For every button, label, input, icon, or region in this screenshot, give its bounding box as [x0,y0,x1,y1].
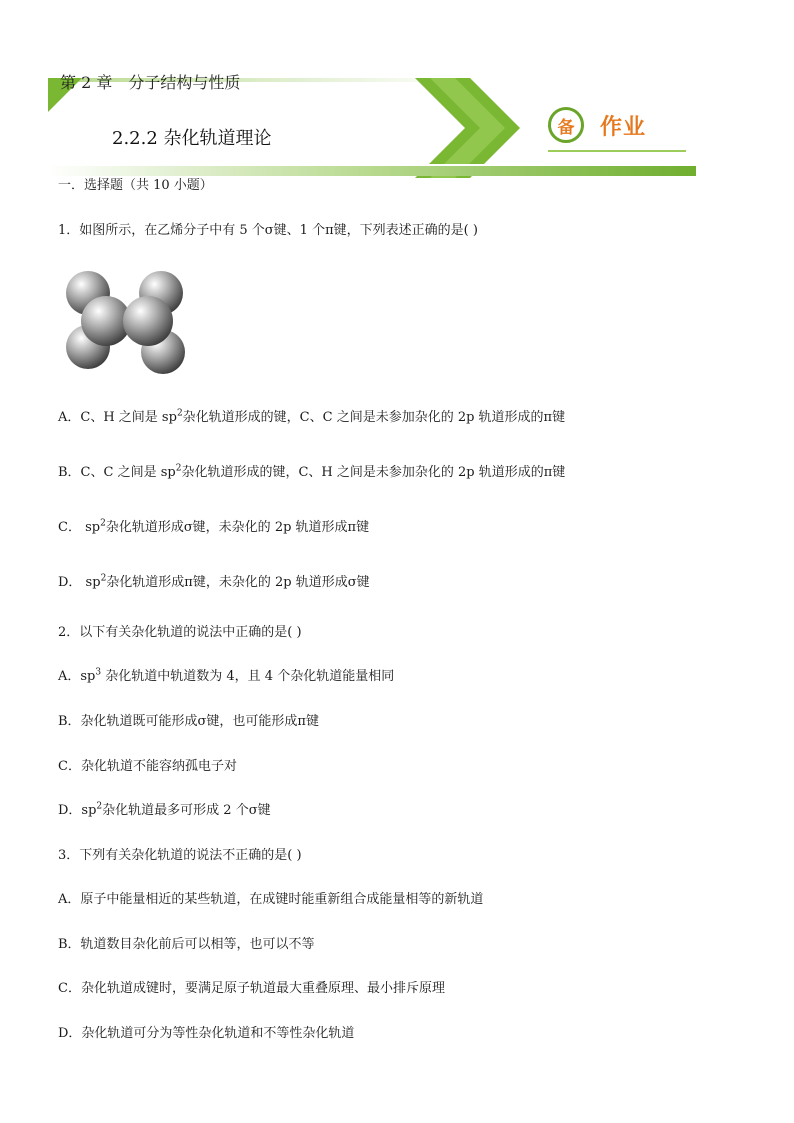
option-a [58,668,394,686]
option-text: C．杂化轨道成键时，要满足原子轨道最大重叠原理、最小排斥原理 [58,981,445,996]
option-text: B．杂化轨道既可能形成σ键，也可能形成π键 [58,714,319,729]
option-text: 杂化轨道最多可形成 2 个σ键 [102,803,271,818]
option-c [58,758,237,776]
option-text: A．原子中能量相近的某些轨道，在成键时能重新组合成能量相等的新轨道 [58,892,484,907]
option-text: C．杂化轨道不能容纳孤电子对 [58,759,237,774]
superscript: 2 [100,518,106,529]
option-b [58,936,315,954]
option-text: B．C、C 之间是 sp [58,465,176,480]
ethylene-molecule-image [58,262,193,377]
option-c [58,519,369,537]
option-text: 杂化轨道形成π键，未杂化的 2p 轨道形成σ键 [106,575,370,590]
badge-label: 作业 [600,115,647,140]
section-title: 2.2.2 杂化轨道理论 [112,128,272,149]
option-text: D．杂化轨道可分为等性杂化轨道和不等性杂化轨道 [58,1026,355,1041]
option-d [58,1025,354,1043]
question-stem: 2．以下有关杂化轨道的说法中正确的是( ) [58,625,302,640]
superscript: 2 [96,801,103,812]
chapter-title: 第 2 章 分子结构与性质 [60,73,241,92]
question-stem: 3．下列有关杂化轨道的说法不正确的是( ) [58,848,302,863]
page-header [0,0,794,185]
superscript: 3 [95,667,102,678]
option-b [58,464,565,482]
option-a [58,409,565,427]
badge-icon: 备 [548,107,584,143]
option-text: 杂化轨道形成的键，C、H 之间是未参加杂化的 2p 轨道形成的π键 [181,465,566,480]
superscript: 2 [176,408,183,419]
option-text: 杂化轨道中轨道数为 4，且 4 个杂化轨道能量相同 [101,669,395,684]
option-text: 杂化轨道形成σ键，未杂化的 2p 轨道形成π键 [105,520,370,535]
section-heading: 一．选择题（共 10 小题） [58,178,213,193]
option-d [58,574,370,592]
option-a [58,891,483,909]
option-text: 杂化轨道形成的键，C、C 之间是未参加杂化的 2p 轨道形成的π键 [182,410,566,425]
option-d [58,802,271,820]
superscript: 2 [175,463,182,474]
option-text: D． sp [58,575,101,590]
carbon-atom [123,296,173,346]
option-b [58,713,319,731]
option-text: A．sp [58,669,96,684]
question-stem: 1．如图所示，在乙烯分子中有 5 个σ键、1 个π键，下列表述正确的是( ) [58,223,478,238]
option-text: A．C、H 之间是 sp [58,410,177,425]
option-c [58,980,445,998]
superscript: 2 [100,573,107,584]
option-text: B．轨道数目杂化前后可以相等，也可以不等 [58,937,315,952]
option-text: D．sp [58,803,97,818]
option-text: C． sp [58,520,101,535]
